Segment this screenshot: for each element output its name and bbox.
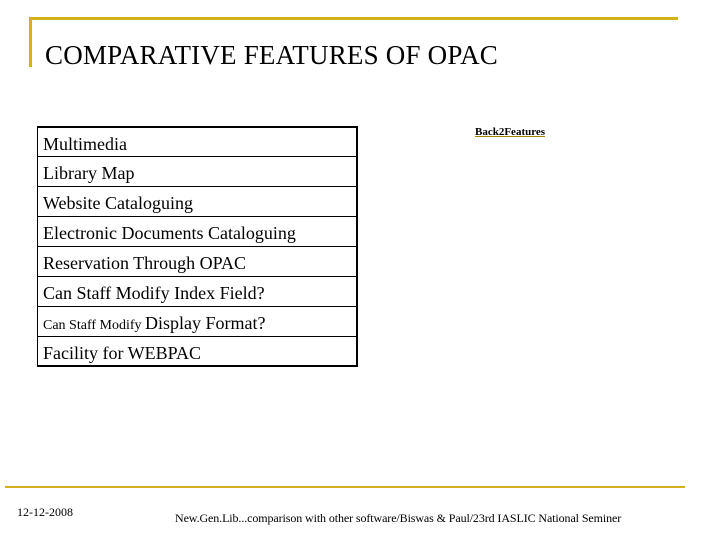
slide-title: COMPARATIVE FEATURES OF OPAC bbox=[45, 40, 498, 70]
frame-top-rule bbox=[29, 17, 678, 20]
feature-row-modify-index-field: Can Staff Modify Index Field? bbox=[37, 276, 358, 307]
feature-row-modify-display-format bbox=[37, 306, 358, 337]
feature-label-small-part: Can Staff Modify bbox=[43, 318, 146, 333]
frame-left-rule bbox=[29, 17, 32, 67]
back-to-features-link[interactable]: Back2Features bbox=[475, 126, 546, 138]
feature-row-website-cataloguing: Website Cataloguing bbox=[37, 186, 358, 217]
feature-row-webpac: Facility for WEBPAC bbox=[37, 336, 358, 367]
footer-date: 12-12-2008 bbox=[17, 505, 73, 519]
feature-row-electronic-documents-cataloguing: Electronic Documents Cataloguing bbox=[37, 216, 358, 247]
feature-row-reservation-through-opac: Reservation Through OPAC bbox=[37, 246, 358, 277]
feature-row-multimedia: Multimedia bbox=[37, 126, 358, 157]
footer-rule bbox=[5, 486, 685, 488]
feature-list bbox=[37, 126, 358, 367]
feature-row-library-map: Library Map bbox=[37, 156, 358, 187]
footer-caption: New.Gen.Lib...comparison with other software/Biswas & Paul/23rd IASLIC National Seminer bbox=[175, 511, 622, 525]
feature-label-large-part: Display Format? bbox=[145, 313, 266, 333]
